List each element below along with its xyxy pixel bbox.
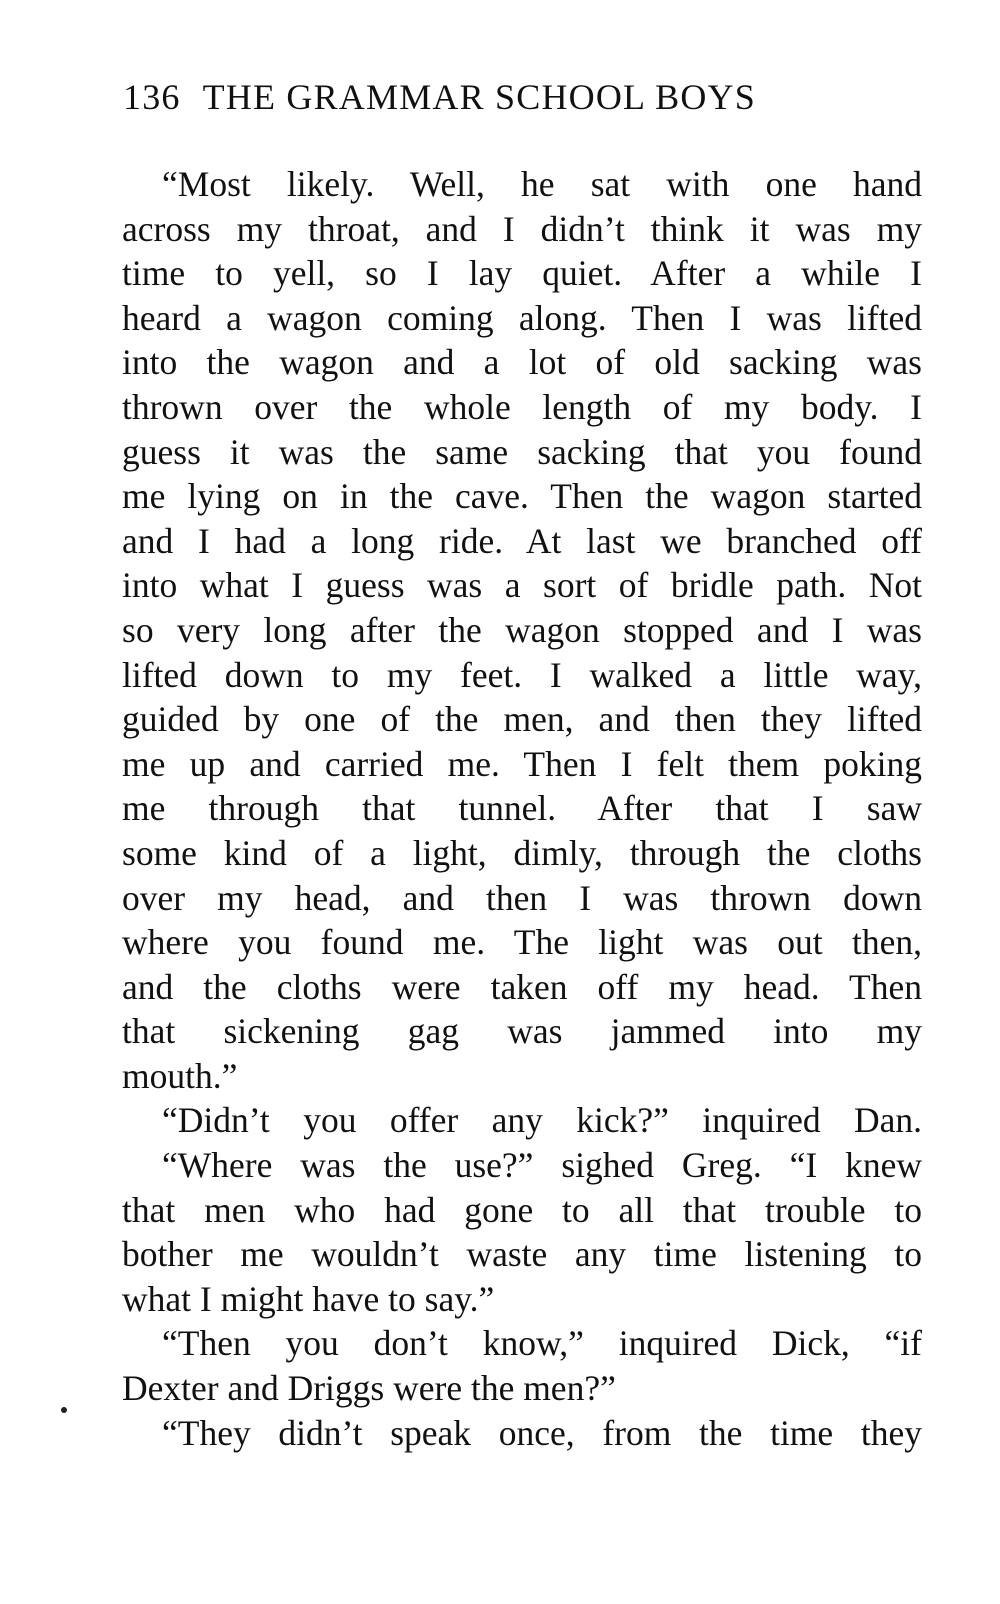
page-number: 136 [123,77,181,117]
text-line: that men who had gone to all that trouble to [122,1189,922,1230]
text-line: thrown over the whole length of my body. I [122,386,922,427]
book-title: THE GRAMMAR SCHOOL BOYS [202,77,756,117]
text-line: Dexter and Driggs were the men?” [122,1368,616,1409]
text-line: what I might have to say.” [122,1278,495,1319]
text-line: lifted down to my feet. I walked a little way, [122,654,922,695]
running-header [123,76,923,120]
text-line: “Where was the use?” sighed Greg. “I knew [162,1145,922,1186]
body-text [122,162,922,1455]
text-line: that sickening gag was jammed into my [122,1011,922,1052]
text-line: “They didn’t speak once, from the time they [162,1412,922,1453]
text-line: heard a wagon coming along. Then I was lifted [122,297,922,338]
text-line: me lying on in the cave. Then the wagon started [122,476,922,517]
text-line: into what I guess was a sort of bridle path. Not [122,565,922,606]
text-line: mouth.” [122,1055,238,1096]
text-line: where you found me. The light was out then, [122,922,922,963]
margin-speck [61,1407,67,1413]
text-line: “Then you don’t know,” inquired Dick, “if [162,1323,922,1364]
text-line: into the wagon and a lot of old sacking was [122,342,922,383]
text-line: so very long after the wagon stopped and I was [122,609,922,650]
text-line: bother me wouldn’t waste any time listening to [122,1234,922,1275]
text-line: some kind of a light, dimly, through the cloths [122,832,922,873]
text-line: time to yell, so I lay quiet. After a while I [122,253,922,294]
text-line: me through that tunnel. After that I saw [122,788,922,829]
text-line: “Most likely. Well, he sat with one hand [162,164,922,204]
text-line: “Didn’t you offer any kick?” inquired Dan. [162,1100,922,1141]
text-line: over my head, and then I was thrown down [122,877,922,918]
text-line: across my throat, and I didn’t think it was my [122,208,922,249]
text-line: and I had a long ride. At last we branched off [122,520,922,561]
text-line: and the cloths were taken off my head. Then [122,966,922,1007]
text-line: me up and carried me. Then I felt them poking [122,743,922,784]
text-line: guided by one of the men, and then they lifted [122,699,922,740]
text-line: guess it was the same sacking that you found [122,431,922,472]
